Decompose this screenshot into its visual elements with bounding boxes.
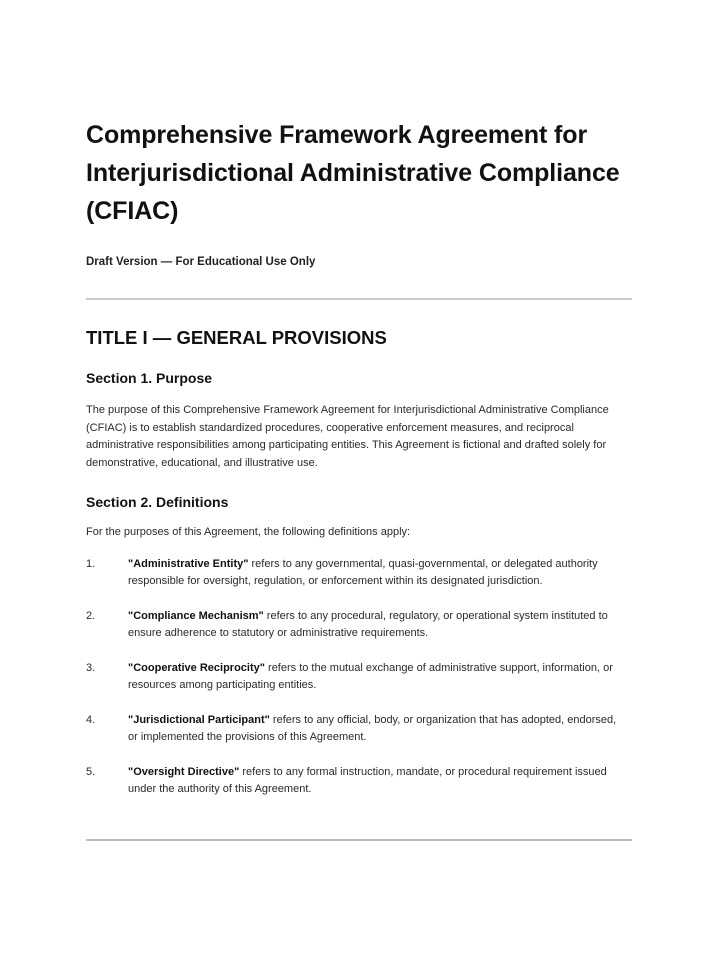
title-heading: TITLE I — GENERAL PROVISIONS bbox=[86, 327, 387, 348]
definition-item bbox=[86, 712, 632, 747]
section-2-intro: For the purposes of this Agreement, the following definitions apply: bbox=[86, 526, 411, 538]
definition-body bbox=[128, 608, 628, 643]
definition-term: "Administrative Entity" bbox=[128, 557, 249, 570]
definition-number: 4. bbox=[86, 713, 96, 726]
bottom-divider bbox=[86, 839, 632, 841]
definition-term: "Oversight Directive" bbox=[128, 765, 240, 778]
document-subtitle: Draft Version — For Educational Use Only bbox=[86, 256, 316, 268]
definition-text: refers to any procedural, regulatory, or operational system instituted to ensure adherence to statutory or administrative requirements. bbox=[128, 609, 608, 639]
definition-item bbox=[86, 764, 632, 799]
definition-number: 5. bbox=[86, 765, 96, 778]
definition-text: refers to the mutual exchange of administrative support, information, or resources among participating entities. bbox=[128, 661, 613, 691]
definition-number: 1. bbox=[86, 557, 96, 570]
definition-term: "Cooperative Reciprocity" bbox=[128, 661, 265, 674]
definition-body bbox=[128, 660, 628, 695]
document-title: Comprehensive Framework Agreement for Interjurisdictional Administrative Compliance (CFIAC) bbox=[86, 121, 620, 225]
definition-item bbox=[86, 556, 632, 591]
section-1-heading: Section 1. Purpose bbox=[86, 370, 213, 386]
definition-term: "Jurisdictional Participant" bbox=[128, 713, 270, 726]
section-1-text: The purpose of this Comprehensive Framework Agreement for Interjurisdictional Administrative Compliance (CFIAC) is to establish standardized procedures, cooperative enforcement measures, and reciprocal administrative responsibilities among participating entities. This Agreement is fictional and drafted solely for demonstrative, educational, and illustrative use. bbox=[86, 404, 609, 469]
definition-number: 3. bbox=[86, 661, 96, 674]
definition-text: refers to any governmental, quasi-governmental, or delegated authority responsible for oversight, regulation, or enforcement within its designated jurisdiction. bbox=[128, 557, 598, 587]
definition-item bbox=[86, 608, 632, 643]
definition-text: refers to any official, body, or organization that has adopted, endorsed, or implemented the provisions of this Agreement. bbox=[128, 713, 617, 743]
top-divider bbox=[86, 298, 632, 300]
definition-body bbox=[128, 764, 628, 799]
definition-number: 2. bbox=[86, 609, 96, 622]
definition-term: "Compliance Mechanism" bbox=[128, 609, 264, 622]
section-2-heading: Section 2. Definitions bbox=[86, 494, 229, 510]
definitions-list bbox=[86, 556, 632, 799]
definition-text: refers to any formal instruction, mandate, or procedural requirement issued under the authority of this Agreement. bbox=[128, 765, 607, 795]
definition-item bbox=[86, 660, 632, 695]
definition-body bbox=[128, 712, 628, 747]
definition-body bbox=[128, 556, 628, 591]
